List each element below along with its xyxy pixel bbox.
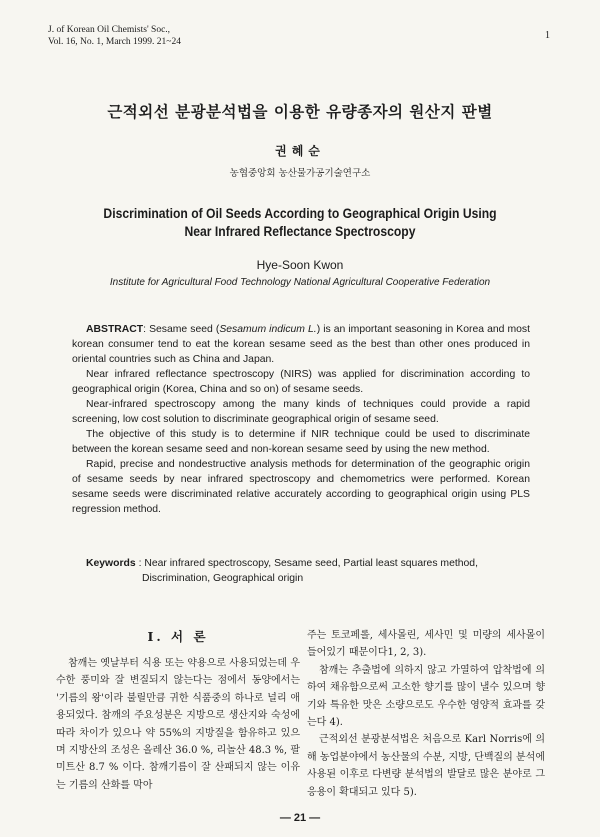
keywords	[86, 556, 536, 586]
keywords-text-1: : Near infrared spectroscopy, Sesame seed, Partial least squares method,	[138, 558, 478, 569]
keywords-line-2: Discrimination, Geographical origin	[142, 573, 304, 584]
section-heading: I. 서 론	[147, 629, 209, 644]
korean-title: 근적외선 분광분석법을 이용한 유량종자의 원산지 판별	[107, 102, 493, 121]
abstract-paragraph-4: The objective of this study is to determine if NIR technique could be used to discriminate between the korean sesame seed and non-korean sesame seed by using the new method.	[72, 429, 530, 455]
body-left-paragraph-1: 참깨는 옛날부터 식용 또는 약용으로 사용되었는데 우수한 풍미와 잘 변질되지 않는다는 점에서 동양에서는 '기름의 왕'이라 불릴만큼 귀한 식품중의 하나로 널리 애용되었다. 참깨의 주요성분은 지방으로 생산지와 숙성에 따라 차이가 있으나 약 55%의 지방질을 함유하고 있으며 지방산의 조성은 올레산 36.0 %, 리놀산 48.3 %, 팔미트산 8.7 % 이다. 참깨기름이 잘 산패되지 않는 이유는 기름의 산화를 막아	[56, 658, 300, 791]
abstract-paragraph-3: Near-infrared spectroscopy among the many kinds of techniques could provide a rapid screening, low cost solution to discriminate geographical origin of sesame seed.	[72, 399, 530, 425]
abstract-p1-before: : Sesame seed (	[143, 324, 220, 335]
abstract-p1-after: ) is an important seasoning in Korea and most korean consumer tend to eat the korean sesame seed as the best than other ones produced in oriental countries such as China and Japan.	[72, 324, 530, 365]
body-right-paragraph-3: 근적외선 분광분석법은 처음으로 Karl Norris에 의해 농업분야에서 농산물의 수분, 지방, 단백질의 분석에 사용된 이후로 다변량 분석법의 발달로 많은 분야로 그 응용이 확대되고 있다 5).	[307, 734, 545, 798]
abstract-paragraph-1	[72, 322, 530, 367]
journal-line-1: J. of Korean Oil Chemists' Soc.,	[48, 25, 171, 35]
abstract-paragraph-5: Rapid, precise and nondestructive analysis methods for determination of the geographic origin of sesame seeds by near infrared spectroscopy and chemometrics were performed. Korean sesame seeds were discriminated relative accurately according to geographical origin using PLS regression method.	[72, 459, 530, 515]
korean-affiliation: 농협중앙회 농산물가공기술연구소	[229, 168, 371, 179]
english-title	[30, 205, 570, 241]
english-affiliation: Institute for Agricultural Food Technology National Agricultural Cooperative Federation	[109, 277, 491, 288]
journal-line-2: Vol. 16, No. 1, March 1999. 21~24	[48, 37, 181, 47]
abstract-species: Sesamum indicum L.	[219, 324, 317, 335]
body-column-left	[56, 655, 300, 794]
keywords-line-1	[86, 556, 536, 571]
body-right-paragraph-2: 참깨는 추출법에 의하지 않고 가열하여 압착법에 의하여 채유함으로써 고소한 향기를 많이 낼수 있으며 향기와 특유한 맛은 소량으로도 우수한 영양적 효과를 갖는다 4).	[307, 664, 545, 729]
body-column-right	[307, 627, 545, 801]
abstract-paragraph-2: Near infrared reflectance spectroscopy (NIRS) was applied for discrimination according to geographical origin (Korea, China and so on) of sesame seeds.	[72, 369, 530, 395]
abstract	[72, 322, 530, 517]
body-right-paragraph-1: 주는 토코페롤, 세사몰린, 세사민 및 미량의 세사몰이 들어있기 때문이다1, 2, 3).	[307, 630, 545, 659]
page-footer-number: — 21 —	[279, 812, 321, 824]
keywords-label: Keywords	[86, 558, 136, 569]
english-author: Hye-Soon Kwon	[256, 258, 344, 272]
english-title-line-1: Discrimination of Oil Seeds According to Geographical Origin Using	[103, 206, 497, 221]
korean-author: 권혜순	[275, 144, 325, 158]
abstract-label: ABSTRACT	[86, 324, 144, 335]
journal-citation	[48, 24, 181, 48]
english-title-line-2: Near Infrared Reflectance Spectroscopy	[184, 224, 416, 239]
page-number-top: 1	[545, 30, 550, 41]
